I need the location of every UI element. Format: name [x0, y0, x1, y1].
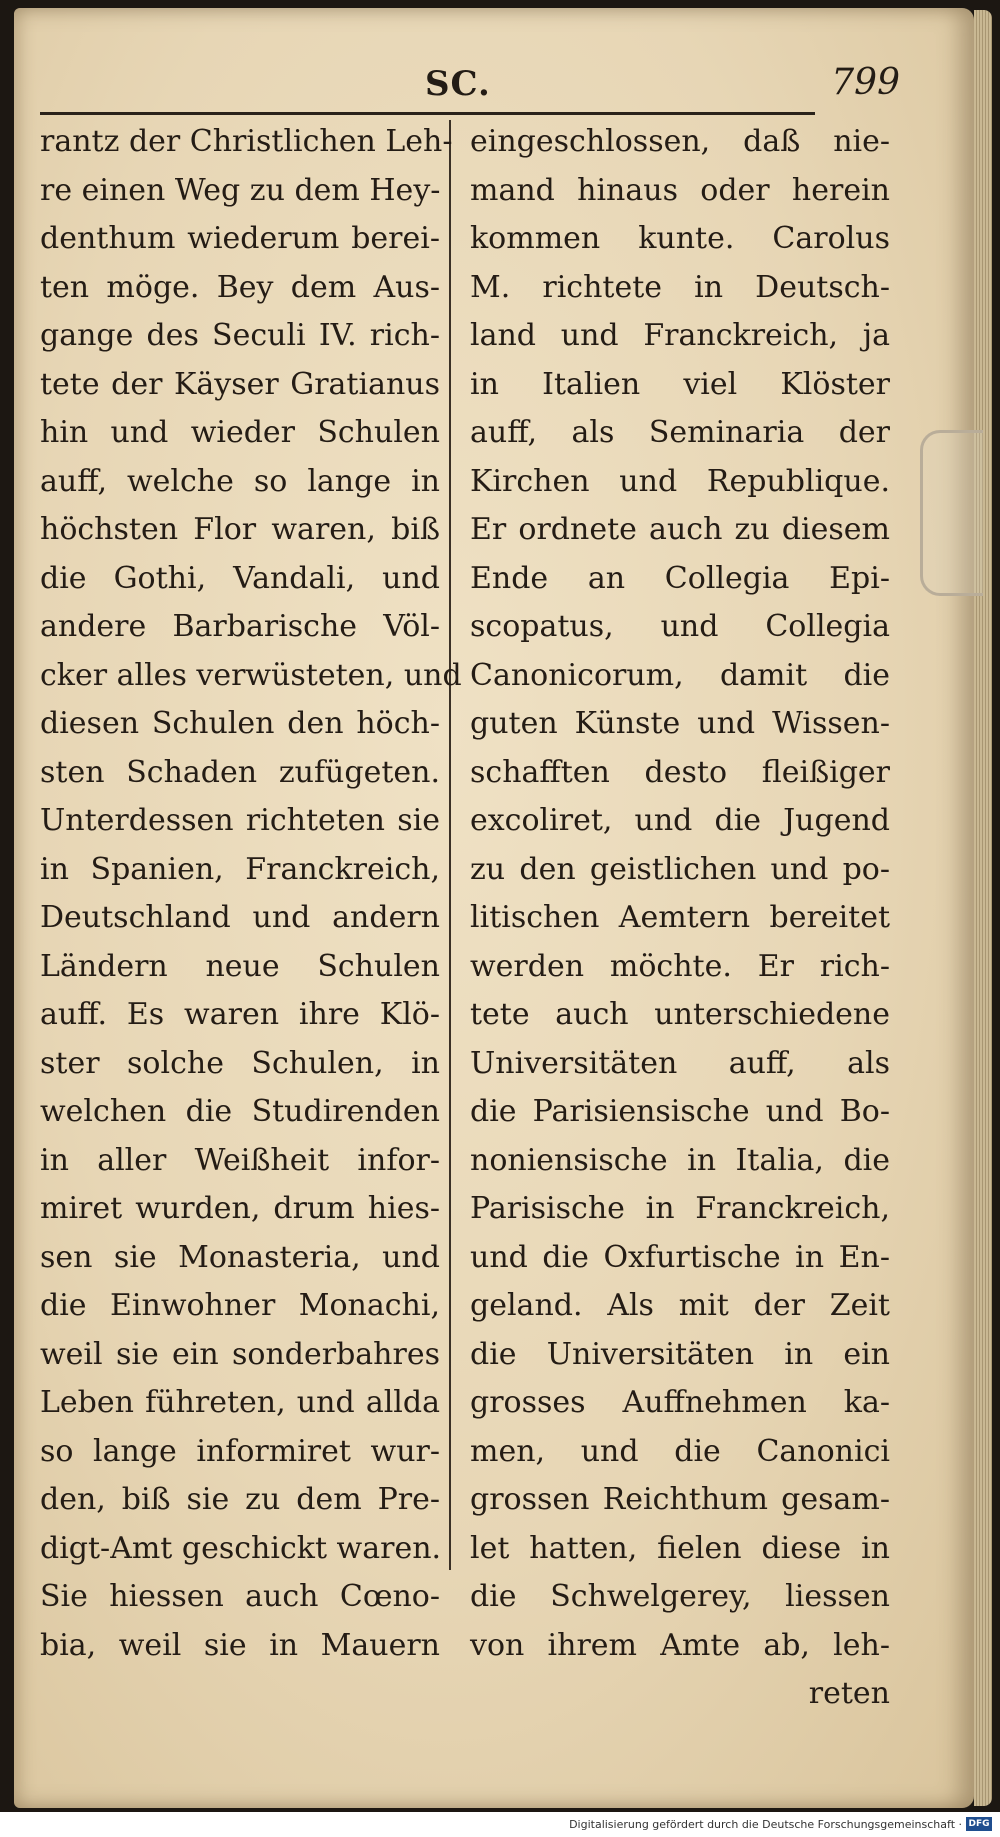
text-line: die Universitäten in ein	[470, 1336, 890, 1372]
text-line: miret wurden, drum hies-	[40, 1191, 440, 1226]
text-line: den, biß sie zu dem Pre-	[40, 1482, 440, 1517]
text-line: diesen Schulen den höch-	[40, 706, 440, 741]
footer-credit: Digitalisierung gefördert durch die Deutsche Forschungsgemeinschaft ·	[569, 1818, 962, 1831]
text-line: Canonicorum, damit die	[470, 657, 890, 693]
text-line: cker alles verwüsteten, und	[40, 657, 462, 693]
text-line: die Gothi, Vandali, und	[40, 560, 440, 596]
text-line: Ende an Collegia Epi-	[470, 560, 890, 596]
text-line: kommen kunte. Carolus	[470, 221, 890, 256]
dfg-logo: DFG	[966, 1817, 992, 1831]
text-line: ster solche Schulen, in	[40, 1045, 440, 1081]
page-header	[30, 62, 900, 112]
text-line: digt-Amt geschickt waren.	[40, 1530, 442, 1566]
text-line: in aller Weißheit infor-	[40, 1142, 440, 1178]
text-line: auff, als Seminaria der	[470, 415, 890, 450]
text-line: Er ordnete auch zu diesem	[470, 512, 890, 547]
text-line: zu den geistlichen und po-	[470, 851, 890, 887]
page-number: 799	[831, 62, 900, 103]
header-rule	[40, 112, 815, 115]
text-line: re einen Weg zu dem Hey-	[40, 172, 441, 208]
text-line: guten Künste und Wissen-	[470, 706, 890, 741]
text-line: höchsten Flor waren, biß	[40, 512, 440, 547]
page-clip	[920, 430, 983, 596]
text-line: welchen die Studirenden	[40, 1094, 440, 1129]
text-line: die Schwelgerey, liessen	[470, 1579, 890, 1614]
text-line: und die Oxfurtische in En-	[470, 1239, 890, 1275]
text-line: tete auch unterschiedene	[470, 997, 890, 1032]
text-line: in Italien viel Klöster	[470, 366, 890, 402]
text-line: auff. Es waren ihre Klö-	[40, 997, 440, 1032]
text-line: Deutschland und andern	[40, 900, 440, 935]
text-line: so lange informiret wur-	[40, 1433, 440, 1469]
text-line: grossen Reichthum gesam-	[470, 1482, 890, 1517]
text-line: die Parisiensische und Bo-	[470, 1094, 890, 1129]
text-line: rantz der Christlichen Leh-	[40, 124, 453, 159]
text-line: Ländern neue Schulen	[40, 948, 440, 984]
text-line: sten Schaden zufügeten.	[40, 754, 440, 790]
text-line: Parisische in Franckreich,	[470, 1191, 890, 1226]
text-line: sen sie Monasteria, und	[40, 1239, 440, 1275]
text-line: von ihrem Amte ab, leh-	[470, 1627, 890, 1663]
footer-bar	[0, 1812, 1000, 1837]
page-edges	[974, 10, 992, 1806]
text-line: ten möge. Bey dem Aus-	[40, 269, 440, 305]
text-line: let hatten, fielen diese in	[470, 1530, 890, 1566]
right-column	[470, 118, 890, 1719]
text-line: werden möchte. Er rich-	[470, 948, 890, 984]
text-line: hin und wieder Schulen	[40, 415, 440, 450]
text-line: land und Franckreich, ja	[470, 318, 890, 353]
text-line: scopatus, und Collegia	[470, 609, 890, 644]
column-divider	[449, 120, 451, 1570]
running-head: SC.	[425, 64, 491, 104]
text-line: mand hinaus oder herein	[470, 172, 890, 208]
text-line: noniensische in Italia, die	[470, 1142, 890, 1178]
text-line: M. richtete in Deutsch-	[470, 269, 890, 305]
text-line: gange des Seculi IV. rich-	[40, 318, 440, 353]
left-column	[40, 118, 462, 1670]
text-line: Leben führeten, und allda	[40, 1385, 440, 1420]
text-line: andere Barbarische Völ-	[40, 609, 440, 644]
text-line: denthum wiederum berei-	[40, 221, 440, 256]
text-line: eingeschlossen, daß nie-	[470, 124, 890, 159]
text-line: Sie hiessen auch Cœno-	[40, 1579, 440, 1614]
text-line: schafften desto fleißiger	[470, 754, 890, 790]
text-line: reten	[808, 1676, 890, 1711]
text-line: auff, welche so lange in	[40, 463, 440, 499]
text-line: litischen Aemtern bereitet	[470, 900, 890, 935]
text-line: die Einwohner Monachi,	[40, 1288, 440, 1323]
text-line: excoliret, und die Jugend	[470, 803, 890, 838]
text-line: bia, weil sie in Mauern	[40, 1627, 440, 1663]
text-line: geland. Als mit der Zeit	[470, 1288, 890, 1323]
text-line: men, und die Canonici	[470, 1433, 890, 1469]
text-line: tete der Käyser Gratianus	[40, 366, 440, 402]
text-line: weil sie ein sonderbahres	[40, 1336, 440, 1372]
text-line: Kirchen und Republique.	[470, 463, 890, 499]
text-line: Unterdessen richteten sie	[40, 803, 440, 838]
text-line: Universitäten auff, als	[470, 1045, 890, 1081]
text-line: in Spanien, Franckreich,	[40, 851, 440, 887]
text-line: grosses Auffnehmen ka-	[470, 1385, 890, 1420]
